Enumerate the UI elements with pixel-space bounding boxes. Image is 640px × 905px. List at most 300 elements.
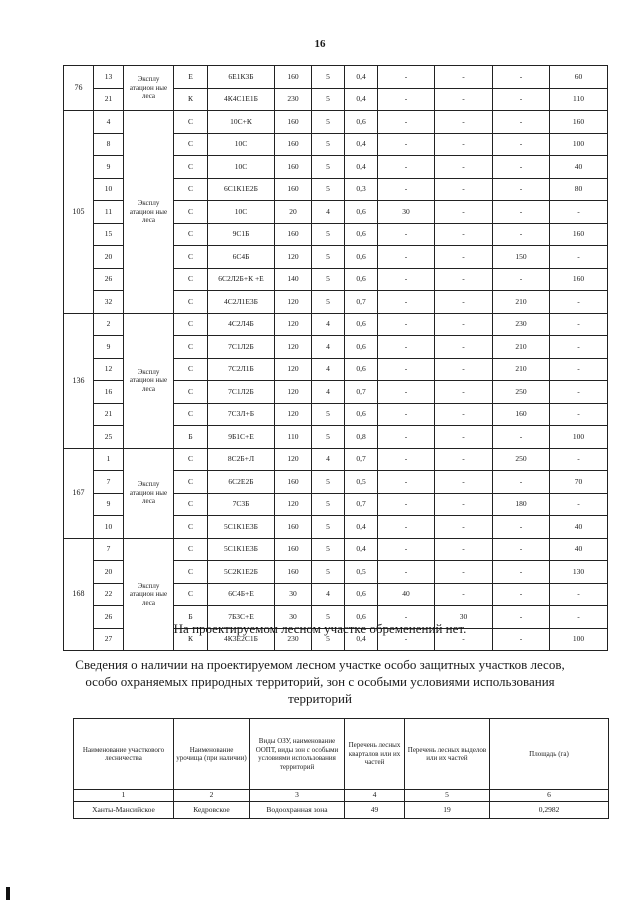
- table-cell: 100: [550, 133, 608, 156]
- vydel-cell: 26: [94, 268, 124, 291]
- table-cell: -: [550, 358, 608, 381]
- table-cell: -: [435, 516, 493, 539]
- table-cell: Кедровское: [174, 802, 250, 819]
- table-cell: 0,6: [345, 403, 378, 426]
- table-cell: С: [174, 201, 208, 224]
- column-number: 1: [74, 790, 174, 802]
- table-cell: 150: [493, 246, 550, 269]
- table-cell: 6С2Л2Б+К +Е: [208, 268, 275, 291]
- table-cell: 4: [312, 358, 345, 381]
- table-cell: 100: [550, 426, 608, 449]
- column-header: Наименование участкового лесничества: [74, 719, 174, 790]
- table-cell: С: [174, 471, 208, 494]
- table-cell: 0,5: [345, 471, 378, 494]
- table-cell: 0,4: [345, 156, 378, 179]
- table-cell: -: [493, 561, 550, 584]
- table-cell: 0,6: [345, 336, 378, 359]
- table-cell: 10С+К: [208, 111, 275, 134]
- margin-mark: [6, 887, 10, 900]
- table-cell: -: [550, 381, 608, 404]
- table-cell: -: [378, 111, 435, 134]
- table-cell: -: [435, 88, 493, 111]
- table-row: [64, 111, 608, 134]
- table-cell: 120: [275, 291, 312, 314]
- table-cell: -: [493, 606, 550, 629]
- kvartal-cell: 76: [64, 66, 94, 111]
- table-cell: 120: [275, 381, 312, 404]
- table-row: [74, 802, 609, 819]
- kvartal-cell: 167: [64, 448, 94, 538]
- table-cell: -: [378, 133, 435, 156]
- table-cell: -: [435, 561, 493, 584]
- table-cell: 49: [345, 802, 405, 819]
- vydel-cell: 9: [94, 156, 124, 179]
- table-cell: 4: [312, 201, 345, 224]
- table-cell: 160: [275, 133, 312, 156]
- table-cell: С: [174, 561, 208, 584]
- table-cell: -: [378, 291, 435, 314]
- table-cell: -: [378, 628, 435, 651]
- table-cell: 5: [312, 178, 345, 201]
- table-cell: 0,7: [345, 448, 378, 471]
- page-number: 16: [314, 38, 326, 50]
- table-cell: 5: [312, 133, 345, 156]
- table-cell: -: [493, 471, 550, 494]
- table-cell: 0,4: [345, 88, 378, 111]
- table-cell: -: [493, 178, 550, 201]
- table-cell: 10С: [208, 133, 275, 156]
- table-cell: С: [174, 493, 208, 516]
- column-number: 6: [490, 790, 609, 802]
- forest-purpose-cell: Эксплу атацион ные леса: [124, 313, 174, 448]
- table-cell: 0,4: [345, 516, 378, 539]
- column-number: 4: [345, 790, 405, 802]
- table-cell: 5: [312, 426, 345, 449]
- table-cell: -: [435, 156, 493, 179]
- table-cell: 6Е1К3Б: [208, 66, 275, 89]
- table-cell: -: [493, 156, 550, 179]
- table-cell: -: [493, 268, 550, 291]
- table-cell: 4С2Л1Е3Б: [208, 291, 275, 314]
- table-cell: 0,5: [345, 561, 378, 584]
- table-cell: 30: [435, 606, 493, 629]
- table-cell: -: [435, 268, 493, 291]
- table-cell: -: [378, 471, 435, 494]
- table-cell: -: [378, 403, 435, 426]
- table-cell: С: [174, 358, 208, 381]
- table-cell: 5: [312, 628, 345, 651]
- table-cell: 4К3Е2С1Б: [208, 628, 275, 651]
- table-cell: 160: [275, 561, 312, 584]
- table-cell: -: [550, 313, 608, 336]
- vydel-cell: 8: [94, 133, 124, 156]
- vydel-cell: 20: [94, 246, 124, 269]
- table-cell: 40: [550, 516, 608, 539]
- forest-purpose-cell: Эксплу атацион ные леса: [124, 448, 174, 538]
- table-cell: 120: [275, 246, 312, 269]
- table-cell: -: [493, 516, 550, 539]
- protected-areas-body: [74, 719, 609, 819]
- table-cell: -: [435, 538, 493, 561]
- table-cell: 4: [312, 448, 345, 471]
- table-cell: 40: [550, 538, 608, 561]
- kvartal-cell: 168: [64, 538, 94, 651]
- table-cell: 160: [275, 111, 312, 134]
- table-cell: 6С2Е2Б: [208, 471, 275, 494]
- column-number-row: [74, 790, 609, 802]
- table-cell: 0,4: [345, 538, 378, 561]
- table-cell: 7С1Л2Б: [208, 381, 275, 404]
- vydel-cell: 15: [94, 223, 124, 246]
- table-cell: 0,6: [345, 358, 378, 381]
- vydel-cell: 2: [94, 313, 124, 336]
- table-cell: -: [493, 223, 550, 246]
- table-cell: 0,7: [345, 291, 378, 314]
- table-cell: 7С3Л+Б: [208, 403, 275, 426]
- column-number: 5: [405, 790, 490, 802]
- table-cell: 5: [312, 471, 345, 494]
- table-cell: 0,6: [345, 583, 378, 606]
- table-cell: 180: [493, 493, 550, 516]
- table-cell: -: [378, 493, 435, 516]
- vydel-cell: 32: [94, 291, 124, 314]
- table-cell: 160: [275, 66, 312, 89]
- table-cell: 5: [312, 268, 345, 291]
- table-cell: С: [174, 156, 208, 179]
- table-cell: 160: [550, 111, 608, 134]
- vydel-cell: 1: [94, 448, 124, 471]
- table-cell: -: [435, 358, 493, 381]
- vydel-cell: 10: [94, 178, 124, 201]
- table-cell: 160: [275, 471, 312, 494]
- table-cell: -: [378, 426, 435, 449]
- table-cell: 160: [493, 403, 550, 426]
- table-cell: 7С3Б: [208, 493, 275, 516]
- table-cell: С: [174, 313, 208, 336]
- table-cell: -: [435, 223, 493, 246]
- table-cell: 230: [493, 313, 550, 336]
- table-cell: -: [378, 66, 435, 89]
- table-cell: Е: [174, 66, 208, 89]
- table-cell: 120: [275, 403, 312, 426]
- vydel-cell: 21: [94, 88, 124, 111]
- table-cell: -: [378, 336, 435, 359]
- table-cell: 210: [493, 291, 550, 314]
- table-cell: 5: [312, 223, 345, 246]
- vydel-cell: 22: [94, 583, 124, 606]
- table-cell: -: [550, 201, 608, 224]
- table-cell: Водоохранная зона: [250, 802, 345, 819]
- table-cell: 120: [275, 493, 312, 516]
- forest-purpose-cell: Эксплу атацион ные леса: [124, 66, 174, 111]
- table-cell: 70: [550, 471, 608, 494]
- table-cell: -: [435, 403, 493, 426]
- table-cell: 0,6: [345, 201, 378, 224]
- table-cell: С: [174, 246, 208, 269]
- column-header: Перечень лесных кварталов или их частей: [345, 719, 405, 790]
- table-cell: 120: [275, 448, 312, 471]
- table-cell: 0,6: [345, 111, 378, 134]
- table-cell: -: [378, 516, 435, 539]
- table-cell: 0,2982: [490, 802, 609, 819]
- table-cell: С: [174, 381, 208, 404]
- table-cell: -: [550, 448, 608, 471]
- table-cell: -: [378, 606, 435, 629]
- vydel-cell: 7: [94, 471, 124, 494]
- table-cell: -: [435, 471, 493, 494]
- column-number: 2: [174, 790, 250, 802]
- table-cell: -: [378, 246, 435, 269]
- table-cell: 30: [275, 606, 312, 629]
- column-header: Перечень лесных выделов или их частей: [405, 719, 490, 790]
- table-cell: 6С4Б: [208, 246, 275, 269]
- table-cell: -: [493, 201, 550, 224]
- table-cell: 0,6: [345, 606, 378, 629]
- table-cell: -: [378, 156, 435, 179]
- table-cell: 0,7: [345, 381, 378, 404]
- table-cell: -: [378, 538, 435, 561]
- forest-table-body: [64, 66, 608, 651]
- table-cell: 5С1К1Е3Б: [208, 538, 275, 561]
- table-cell: 30: [275, 583, 312, 606]
- table-cell: 5: [312, 111, 345, 134]
- table-cell: 6С4Б+Е: [208, 583, 275, 606]
- table-cell: -: [378, 178, 435, 201]
- table-cell: 4К4С1Е1Б: [208, 88, 275, 111]
- table-cell: 0,6: [345, 223, 378, 246]
- table-cell: 7С2Л1Б: [208, 358, 275, 381]
- table-cell: С: [174, 403, 208, 426]
- table-cell: -: [550, 583, 608, 606]
- table-cell: С: [174, 111, 208, 134]
- table-cell: 160: [275, 156, 312, 179]
- table-cell: С: [174, 516, 208, 539]
- table-cell: 250: [493, 381, 550, 404]
- table-cell: 110: [275, 426, 312, 449]
- vydel-cell: 16: [94, 381, 124, 404]
- no-encumbrances-note: На проектируемом лесном участке обременений нет.: [173, 621, 467, 636]
- table-cell: -: [378, 268, 435, 291]
- table-cell: 100: [550, 628, 608, 651]
- table-cell: 0,7: [345, 493, 378, 516]
- column-number: 3: [250, 790, 345, 802]
- table-cell: 9С1Б: [208, 223, 275, 246]
- table-cell: 0,6: [345, 313, 378, 336]
- column-header: Виды ОЗУ, наименование ООПТ, виды зон с особыми условиями использования территорий: [250, 719, 345, 790]
- table-cell: 4С2Л4Б: [208, 313, 275, 336]
- section-title: Сведения о наличии на проектируемом лесном участке особо защитных участков лесов, особо охраняемых природных территорий, зон с особыми условиями использования территорий: [75, 657, 565, 706]
- table-cell: -: [435, 246, 493, 269]
- table-cell: С: [174, 336, 208, 359]
- column-header: Площадь (га): [490, 719, 609, 790]
- table-cell: 5: [312, 538, 345, 561]
- table-cell: 9Б1С+Е: [208, 426, 275, 449]
- table-cell: -: [435, 66, 493, 89]
- table-cell: 6С1К1Е2Б: [208, 178, 275, 201]
- table-cell: -: [378, 448, 435, 471]
- table-cell: 7С1Л2Б: [208, 336, 275, 359]
- table-cell: 160: [275, 538, 312, 561]
- table-cell: Б: [174, 606, 208, 629]
- table-cell: С: [174, 448, 208, 471]
- vydel-cell: 11: [94, 201, 124, 224]
- table-cell: 250: [493, 448, 550, 471]
- vydel-cell: 7: [94, 538, 124, 561]
- table-cell: 5: [312, 88, 345, 111]
- table-cell: 7Б3С+Е: [208, 606, 275, 629]
- forest-purpose-cell: Эксплу атацион ные леса: [124, 538, 174, 651]
- protected-areas-table: [73, 718, 609, 819]
- table-cell: 10С: [208, 201, 275, 224]
- table-cell: 160: [550, 223, 608, 246]
- table-cell: С: [174, 133, 208, 156]
- table-cell: -: [435, 493, 493, 516]
- table-cell: 5: [312, 246, 345, 269]
- table-cell: 5: [312, 66, 345, 89]
- table-cell: С: [174, 583, 208, 606]
- table-cell: -: [435, 448, 493, 471]
- vydel-cell: 12: [94, 358, 124, 381]
- table-cell: -: [493, 88, 550, 111]
- table-cell: С: [174, 538, 208, 561]
- table-cell: -: [435, 628, 493, 651]
- table-row: [64, 66, 608, 89]
- table-cell: -: [435, 381, 493, 404]
- table-cell: 20: [275, 201, 312, 224]
- table-cell: С: [174, 178, 208, 201]
- table-cell: 5: [312, 606, 345, 629]
- table-cell: 160: [275, 178, 312, 201]
- table-cell: -: [435, 111, 493, 134]
- table-cell: 5: [312, 493, 345, 516]
- table-cell: 130: [550, 561, 608, 584]
- vydel-cell: 27: [94, 628, 124, 651]
- header-row: [74, 719, 609, 790]
- table-cell: 110: [550, 88, 608, 111]
- table-cell: 210: [493, 336, 550, 359]
- table-cell: 5С2К1Е2Б: [208, 561, 275, 584]
- kvartal-cell: 105: [64, 111, 94, 314]
- table-cell: 8С2Б+Л: [208, 448, 275, 471]
- table-cell: 4: [312, 583, 345, 606]
- vydel-cell: 21: [94, 403, 124, 426]
- table-cell: Б: [174, 426, 208, 449]
- table-cell: 19: [405, 802, 490, 819]
- forest-plots-table: [63, 65, 608, 651]
- table-cell: 120: [275, 336, 312, 359]
- table-cell: 210: [493, 358, 550, 381]
- table-cell: 0,4: [345, 133, 378, 156]
- table-cell: К: [174, 88, 208, 111]
- table-cell: -: [435, 133, 493, 156]
- table-cell: -: [493, 538, 550, 561]
- table-cell: -: [378, 381, 435, 404]
- table-cell: -: [493, 426, 550, 449]
- table-cell: -: [493, 133, 550, 156]
- table-cell: 80: [550, 178, 608, 201]
- table-cell: 40: [550, 156, 608, 179]
- table-cell: С: [174, 291, 208, 314]
- table-cell: Ханты-Мансийское: [74, 802, 174, 819]
- table-cell: 0,6: [345, 268, 378, 291]
- table-cell: -: [435, 178, 493, 201]
- table-row: [64, 313, 608, 336]
- table-cell: 4: [312, 336, 345, 359]
- table-cell: К: [174, 628, 208, 651]
- table-cell: -: [435, 583, 493, 606]
- vydel-cell: 4: [94, 111, 124, 134]
- table-cell: -: [435, 201, 493, 224]
- table-cell: -: [550, 493, 608, 516]
- table-cell: -: [550, 246, 608, 269]
- table-cell: -: [493, 111, 550, 134]
- vydel-cell: 10: [94, 516, 124, 539]
- table-cell: -: [550, 291, 608, 314]
- table-cell: 5: [312, 403, 345, 426]
- table-cell: -: [435, 313, 493, 336]
- table-cell: 0,4: [345, 628, 378, 651]
- table-cell: -: [550, 606, 608, 629]
- table-cell: 30: [378, 201, 435, 224]
- table-cell: 0,8: [345, 426, 378, 449]
- table-cell: -: [378, 313, 435, 336]
- table-cell: С: [174, 223, 208, 246]
- table-cell: 140: [275, 268, 312, 291]
- table-cell: 0,6: [345, 246, 378, 269]
- table-cell: 5: [312, 156, 345, 179]
- table-cell: 0,4: [345, 66, 378, 89]
- table-cell: 160: [275, 516, 312, 539]
- vydel-cell: 9: [94, 493, 124, 516]
- table-cell: 230: [275, 88, 312, 111]
- vydel-cell: 25: [94, 426, 124, 449]
- table-cell: С: [174, 268, 208, 291]
- table-cell: -: [435, 291, 493, 314]
- table-cell: -: [550, 403, 608, 426]
- table-cell: 4: [312, 313, 345, 336]
- table-cell: 4: [312, 381, 345, 404]
- table-cell: 0,3: [345, 178, 378, 201]
- table-cell: 120: [275, 358, 312, 381]
- table-cell: 5С1К1Е3Б: [208, 516, 275, 539]
- table-cell: -: [435, 336, 493, 359]
- table-cell: 5: [312, 516, 345, 539]
- table-cell: -: [435, 426, 493, 449]
- table-cell: -: [378, 223, 435, 246]
- table-cell: -: [378, 88, 435, 111]
- table-cell: 120: [275, 313, 312, 336]
- table-cell: -: [493, 628, 550, 651]
- table-cell: 230: [275, 628, 312, 651]
- table-cell: 40: [378, 583, 435, 606]
- table-cell: 60: [550, 66, 608, 89]
- table-cell: 160: [550, 268, 608, 291]
- table-cell: -: [493, 583, 550, 606]
- table-row: [64, 448, 608, 471]
- kvartal-cell: 136: [64, 313, 94, 448]
- vydel-cell: 9: [94, 336, 124, 359]
- vydel-cell: 13: [94, 66, 124, 89]
- column-header: Наименование урочища (при наличии): [174, 719, 250, 790]
- table-cell: -: [493, 66, 550, 89]
- table-row: [64, 538, 608, 561]
- table-cell: -: [378, 358, 435, 381]
- vydel-cell: 26: [94, 606, 124, 629]
- table-cell: -: [378, 561, 435, 584]
- vydel-cell: 20: [94, 561, 124, 584]
- forest-purpose-cell: Эксплу атацион ные леса: [124, 111, 174, 314]
- table-cell: 160: [275, 223, 312, 246]
